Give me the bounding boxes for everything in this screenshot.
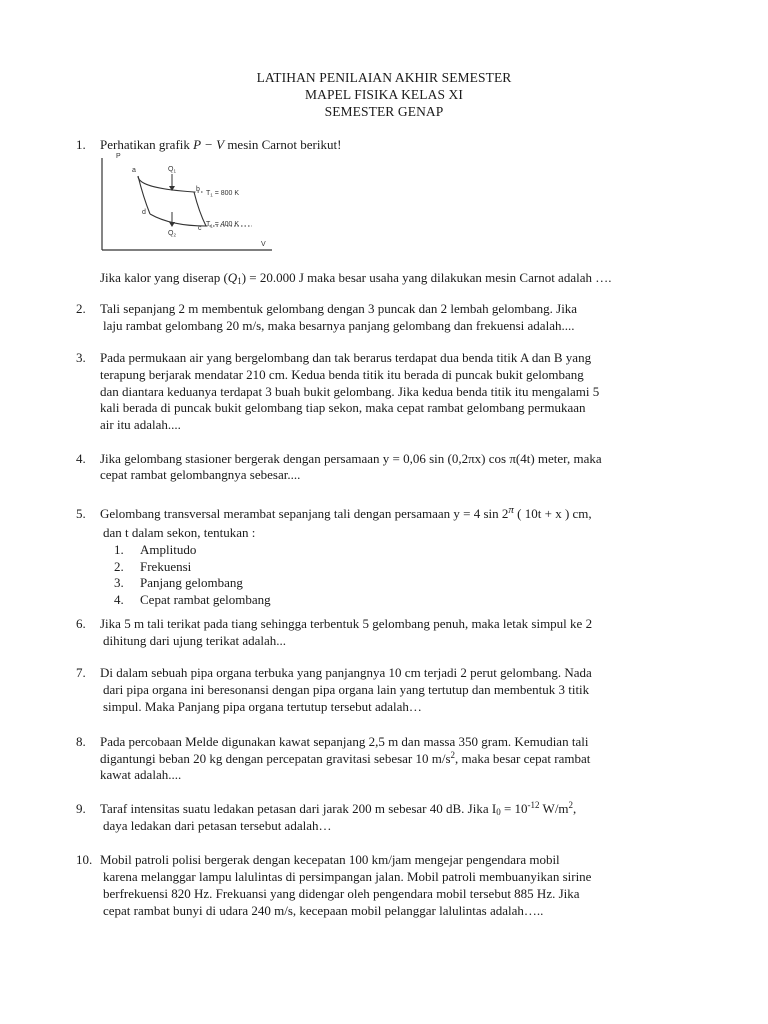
q9-line2: daya ledakan dari petasan tersebut adalah… bbox=[103, 818, 332, 833]
q5-item-2-label: Frekuensi bbox=[140, 559, 192, 574]
adiabat-bc bbox=[194, 192, 206, 226]
q3-line4: kali berada di puncak bukit gelombang tiap sekon, maka cepat rambat gelombang permukaan bbox=[100, 400, 586, 415]
q8-line3: kawat adalah.... bbox=[100, 767, 182, 782]
q5-item-4-label: Cepat rambat gelombang bbox=[140, 592, 271, 607]
q5-item-4-num: 4. bbox=[114, 592, 124, 607]
v-axis-label: V bbox=[261, 241, 266, 248]
q10-line2: karena melanggar lampu lalulintas di persimpangan jalan. Mobil patroli membuanyikan sirine bbox=[103, 869, 592, 884]
doc-subject: MAPEL FISIKA KELAS XI bbox=[305, 87, 463, 102]
q1-intro-b: mesin Carnot berikut! bbox=[224, 137, 342, 152]
q10-line3: berfrekuensi 820 Hz. Frekuansi yang didengar oleh pengendara mobil tersebut 885 Hz. Jika bbox=[103, 886, 580, 901]
q1-number: 1. bbox=[76, 137, 86, 152]
q8-line1: Pada percobaan Melde digunakan kawat sepanjang 2,5 m dan massa 350 gram. Kemudian tali bbox=[100, 734, 589, 749]
point-b-label: b bbox=[196, 186, 200, 193]
q6-number: 6. bbox=[76, 616, 86, 631]
q1-heat-label: $Q_1$ bbox=[168, 166, 176, 174]
q5-line2: dan t dalam sekon, tentukan : bbox=[103, 525, 256, 540]
q7-number: 7. bbox=[76, 665, 86, 680]
q10-line1: Mobil patroli polisi bergerak dengan kecepatan 100 km/jam mengejar pengendara mobil bbox=[100, 852, 560, 867]
doc-semester: SEMESTER GENAP bbox=[324, 104, 444, 119]
point-a-label: a bbox=[132, 167, 136, 174]
q5-line1: Gelombang transversal merambat sepanjang tali dengan persamaan y = 4 $\sin 2^\pi$ ( 10t + x ) cm, bbox=[100, 504, 592, 521]
q3-number: 3. bbox=[76, 350, 86, 365]
q4-line1: Jika gelombang stasioner bergerak dengan persamaan y = 0,06 sin (0,2πx) cos π(4t) meter, maka bbox=[100, 451, 602, 466]
q2-number: 2. bbox=[76, 301, 86, 316]
q7-line2: dari pipa organa ini beresonansi dengan pipa organa lain yang tertutup dan membentuk 3 titik bbox=[103, 682, 590, 697]
t2-label: $T_1 = 400$ K bbox=[206, 221, 240, 229]
q5-item-3-label: Panjang gelombang bbox=[140, 575, 243, 590]
q1-intro-math: P − V bbox=[193, 137, 225, 152]
p-axis-label: P bbox=[116, 153, 121, 160]
q5-item-2-num: 2. bbox=[114, 559, 124, 574]
q9-line1: Taraf intensitas suatu ledakan petasan dari jarak 200 m sebesar 40 dB. Jika $I_0 = 10^{-12}$ $W/m^2$, bbox=[100, 800, 577, 817]
q9-number: 9. bbox=[76, 801, 86, 816]
q7-line3: simpul. Maka Panjang pipa organa tertutup tersebut adalah… bbox=[103, 699, 422, 714]
q4-number: 4. bbox=[76, 451, 86, 466]
q3-line1: Pada permukaan air yang bergelombang dan tak berarus terdapat dua benda titik A dan B yang bbox=[100, 350, 592, 365]
q3-line5: air itu adalah.... bbox=[100, 417, 181, 432]
q7-line1: Di dalam sebuah pipa organa terbuka yang panjangnya 10 cm terjadi 2 perut gelombang. Nada bbox=[100, 665, 592, 680]
q3-line3: dan diantara keduanya terdapat 3 buah bukit gelombang. Jika kedua benda titik itu mengalami 5 bbox=[100, 384, 600, 399]
isotherm-ab bbox=[138, 176, 194, 192]
q8-number: 8. bbox=[76, 734, 86, 749]
q6-line2: dihitung dari ujung terikat adalah... bbox=[103, 633, 287, 648]
q5-item-1-label: Amplitudo bbox=[140, 542, 197, 557]
q5-item-1-num: 1. bbox=[114, 542, 124, 557]
q10-number: 10. bbox=[76, 852, 93, 867]
q8-line2: digantungi beban 20 kg dengan percepatan gravitasi sebesar 10 $m/s^2$, maka besar cepat rambat bbox=[100, 750, 591, 766]
q2-arrow-head bbox=[169, 222, 175, 227]
point-c-label: c bbox=[198, 225, 202, 232]
q4-line2: cepat rambat gelombangnya sebesar.... bbox=[100, 467, 301, 482]
q6-line1: Jika 5 m tali terikat pada tiang sehingga terbentuk 5 gelombang penuh, maka letak simpul ke 2 bbox=[100, 616, 593, 631]
t1-label: $T_1 = 800$ K bbox=[206, 190, 240, 198]
q10-line4: cepat rambat bunyi di udara 240 m/s, kecepaan mobil pelanggar lalulintas adalah….. bbox=[103, 903, 544, 918]
q2-line1: Tali sepanjang 2 m membentuk gelombang dengan 3 puncak dan 2 lembah gelombang. Jika bbox=[100, 301, 578, 316]
q1-intro bbox=[100, 137, 341, 153]
q1-intro-a: Perhatikan grafik bbox=[100, 137, 194, 152]
point-d-label: d bbox=[142, 209, 146, 216]
q5-number: 5. bbox=[76, 506, 86, 521]
q2-line2: laju rambat gelombang 20 m/s, maka besarnya panjang gelombang dan frekuensi adalah.... bbox=[103, 318, 575, 333]
q2-heat-label: $Q_2$ bbox=[168, 230, 176, 238]
doc-title: LATIHAN PENILAIAN AKHIR SEMESTER bbox=[256, 70, 512, 85]
carnot-pv-graph bbox=[94, 152, 284, 260]
q3-line2: terapung berjarak mendatar 210 cm. Kedua benda titik itu berada di puncak bukit gelombang bbox=[100, 367, 584, 382]
q5-item-3-num: 3. bbox=[114, 575, 124, 590]
q1-question: Jika kalor yang diserap $(Q_1) = 20.000$ J maka besar usaha yang dilakukan mesin Carnot adalah …. bbox=[100, 270, 612, 286]
